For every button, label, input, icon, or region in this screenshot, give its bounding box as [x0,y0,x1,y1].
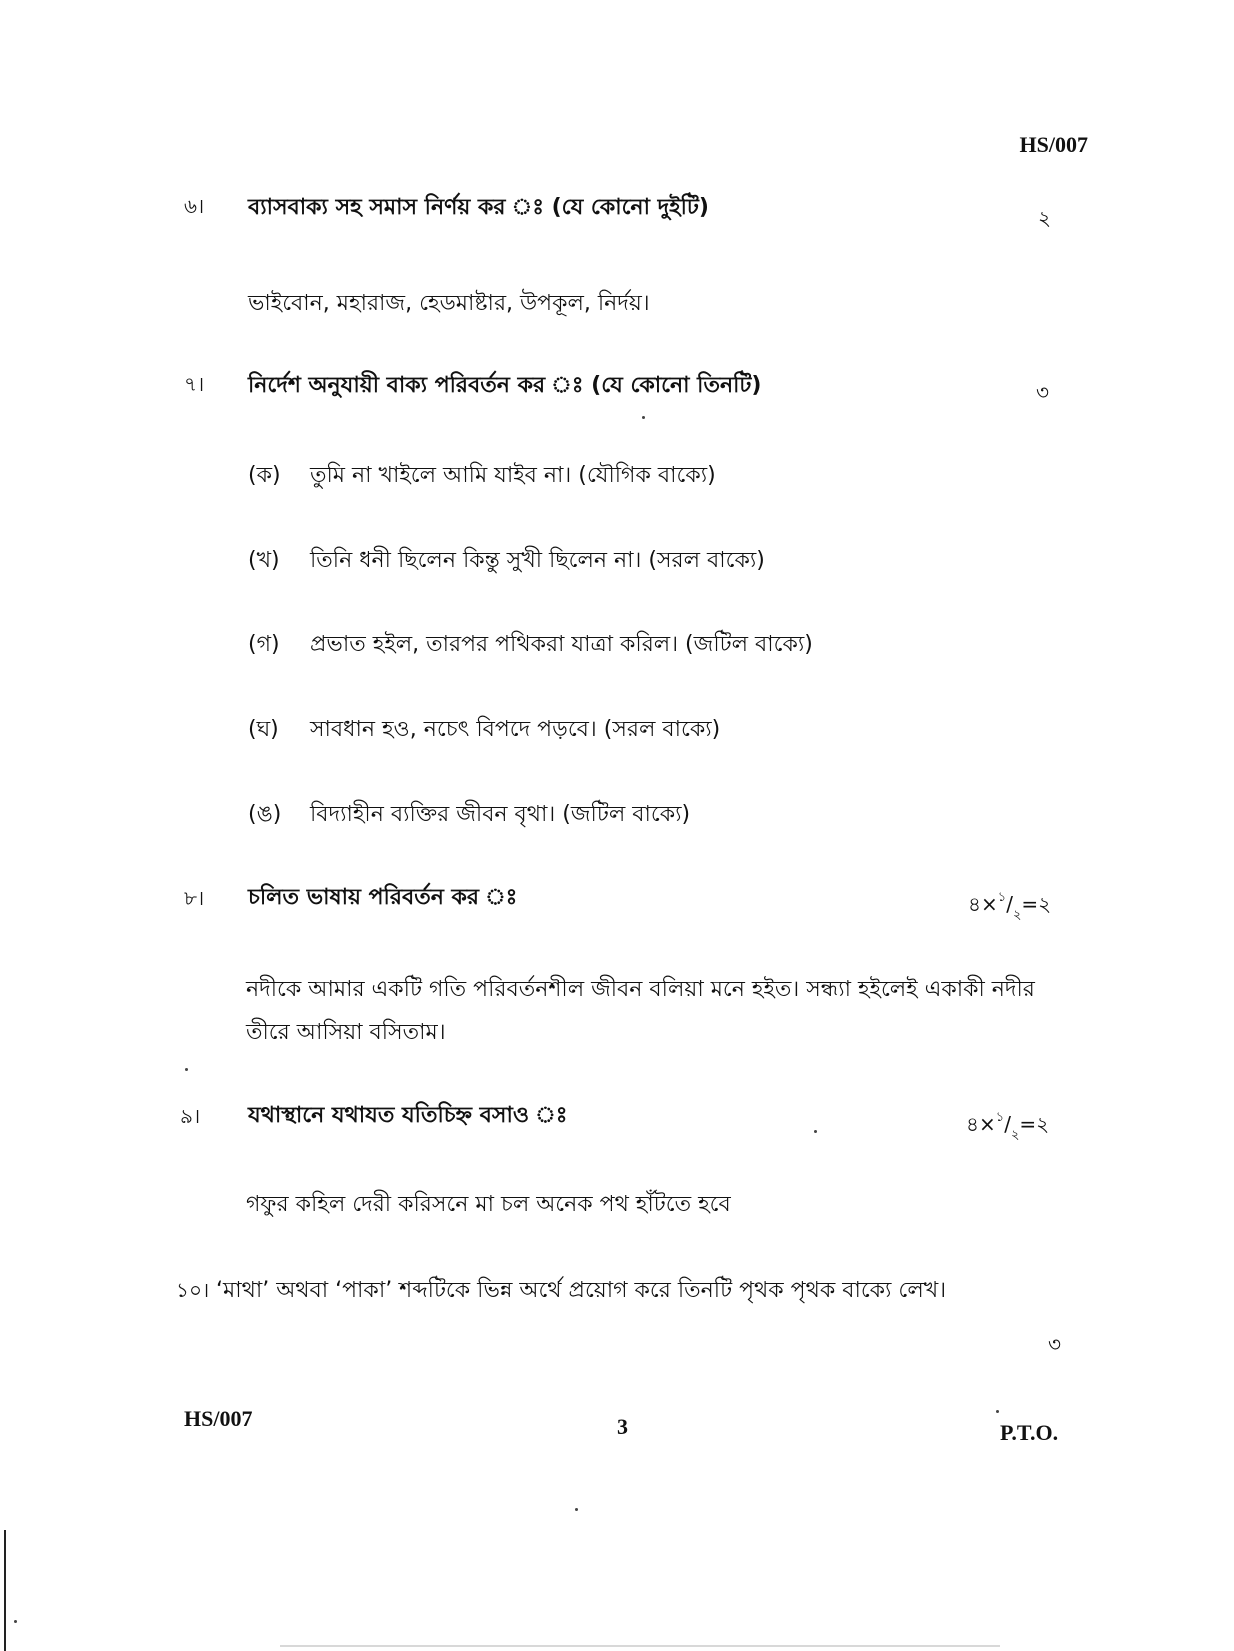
q9-marks: $৪\times^১/_২=২$ [966,1110,1050,1143]
q8-body-line2: তীরে আসিয়া বসিতাম। [246,1020,446,1045]
q10-marks: ৩ [1048,1332,1062,1356]
scan-speck [642,416,645,419]
q10-prompt: ‘মাথা’ অথবা ‘পাকা’ শব্দটিকে ভিন্ন অর্থে প্রয়োগ করে তিনটি পৃথক পৃথক বাক্যে লেখ। [216,1278,947,1303]
q6-prompt: ব্যাসবাক্য সহ সমাস নির্ণয় কর ঃ (যে কোনো দুইটি) [248,195,709,220]
q9-marks-numerator: ১ [995,1110,1005,1126]
q8-marks: $৪\times^১/_২=২$ [968,890,1052,923]
q8-marks-denominator: ২ [1012,908,1022,923]
q9-prompt: যথাস্থানে যথাযত যতিচিহ্ন বসাও ঃ [248,1103,568,1128]
q7-item-text: বিদ্যাহীন ব্যক্তির জীবন বৃথা। (জটিল বাক্যে) [310,802,691,827]
q7-item-text: সাবধান হও, নচেৎ বিপদে পড়বে। (সরল বাক্যে) [310,717,721,742]
q8-body-line1: নদীকে আমার একটি গতি পরিবর্তনশীল জীবন বলিয়া মনে হইত। সন্ধ্যা হইলেই একাকী নদীর [246,977,1035,1002]
q7-marks: ৩ [1036,380,1050,404]
q7-item-label: (গ) [248,632,280,657]
q7-item-label: (ঙ) [248,802,282,827]
scan-speck [575,1508,578,1511]
footer-pto: P.T.O. [1000,1420,1059,1445]
q6-marks: ২ [1038,206,1052,230]
scan-speck [814,1130,817,1133]
q10-number: ১০। [176,1278,210,1302]
q7-item-label: (খ) [248,548,280,573]
q8-marks-result: =২ [1021,892,1052,916]
scan-speck [14,1620,17,1623]
q7-number: ৭। [184,372,205,396]
q9-marks-whole: ৪× [966,1112,996,1136]
q6-number: ৬। [184,194,205,218]
scan-edge-line [4,1530,6,1651]
q9-body: গফুর কহিল দেরী করিসনে মা চল অনেক পথ হাঁটতে হবে [246,1192,731,1217]
q8-prompt: চলিত ভাষায় পরিবর্তন কর ঃ [248,885,518,910]
q7-item-text: তুমি না খাইলে আমি যাইব না। (যৌগিক বাক্যে) [310,463,716,488]
q7-item-text: তিনি ধনী ছিলেন কিন্তু সুখী ছিলেন না। (সরল বাক্যে) [310,548,765,573]
q7-item-text: প্রভাত হইল, তারপর পথিকরা যাত্রা করিল। (জটিল বাক্যে) [310,632,813,657]
q8-number: ৮। [184,886,205,910]
q9-marks-denominator: ২ [1010,1128,1020,1143]
footer-page-number: 3 [617,1414,628,1439]
q7-prompt: নির্দেশ অনুযায়ী বাক্য পরিবর্তন কর ঃ (যে কোনো তিনটি) [248,373,762,398]
q6-body: ভাইবোন, মহারাজ, হেডমাষ্টার, উপকূল, নির্দয়। [248,291,650,316]
scan-bottom-line [280,1645,1000,1647]
scan-speck [996,1410,999,1413]
q7-item-label: (ঘ) [248,717,279,742]
q7-item-label: (ক) [248,463,281,488]
scan-speck [185,1068,188,1071]
q8-marks-numerator: ১ [997,890,1007,906]
header-paper-code: HS/007 [1019,132,1088,157]
q9-number: ৯। [180,1104,201,1128]
footer-paper-code: HS/007 [184,1406,253,1431]
q8-marks-whole: ৪× [968,892,998,916]
q9-marks-result: =২ [1019,1112,1050,1136]
